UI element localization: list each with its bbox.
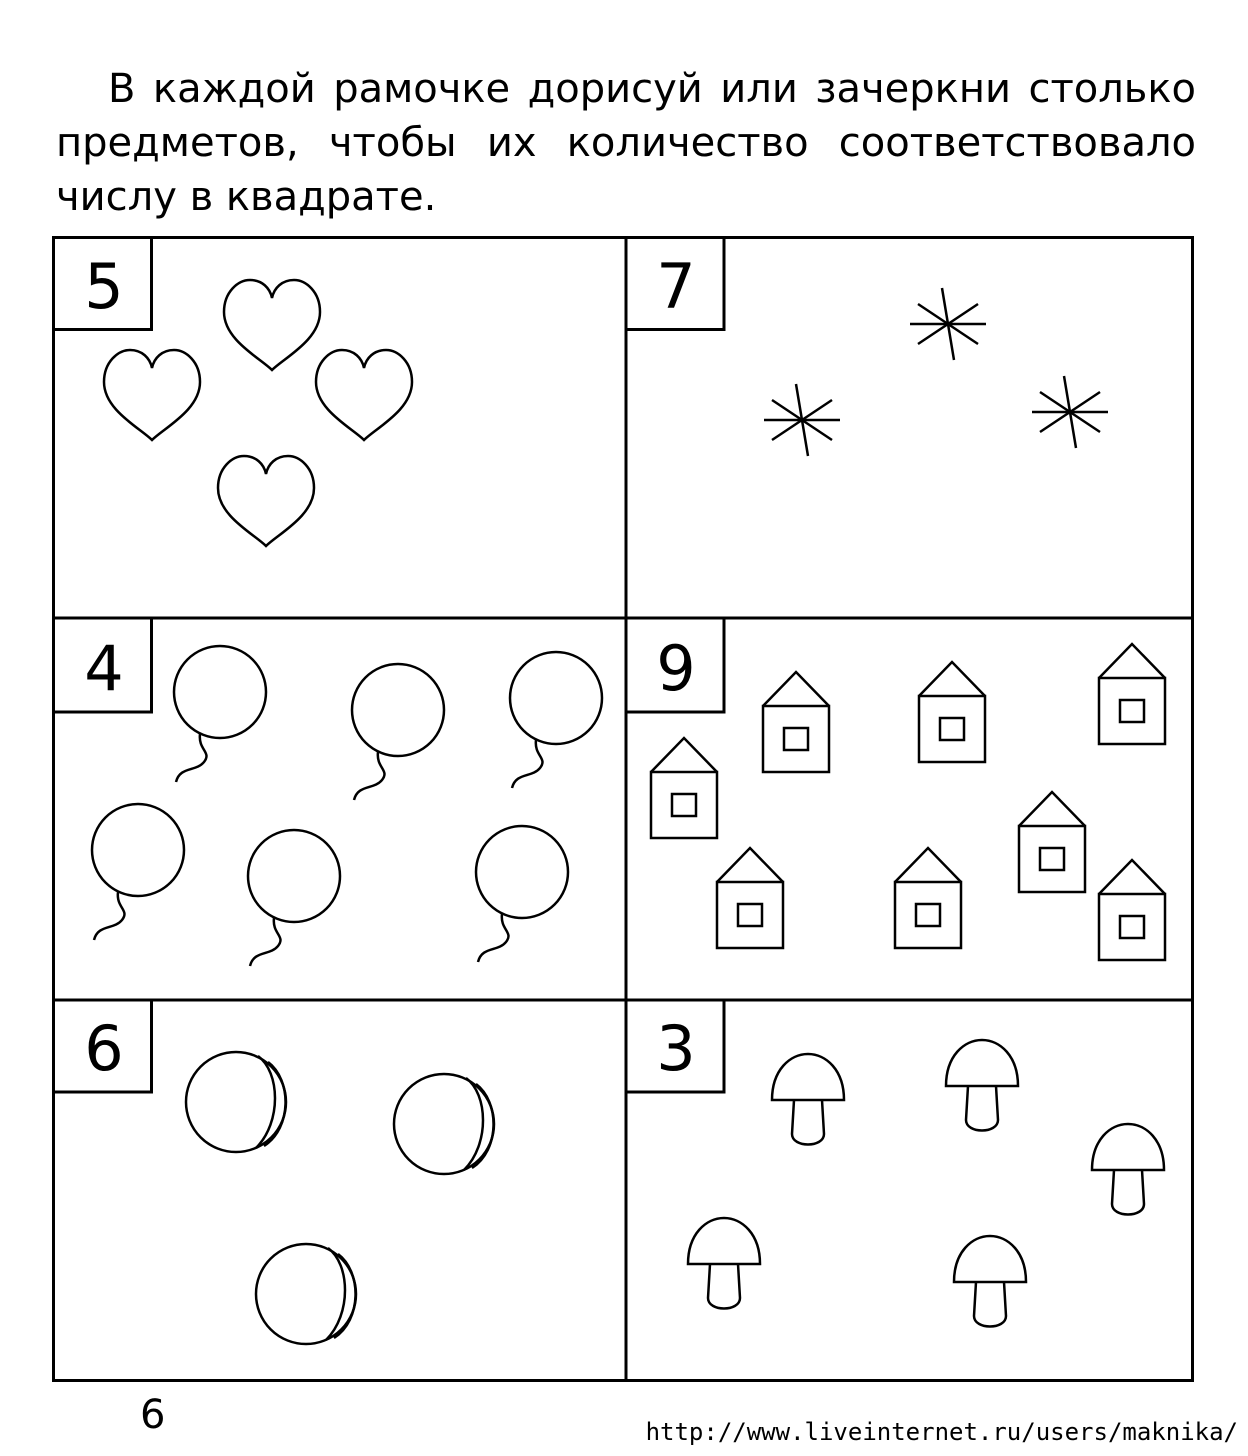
number-label: 4 (84, 632, 124, 705)
heart-icon (218, 456, 314, 546)
cell-stars (626, 238, 1108, 457)
page-number: 6 (140, 1392, 166, 1438)
mushroom-icon (772, 1054, 844, 1145)
number-label: 6 (84, 1012, 124, 1085)
cell-mushrooms (626, 1000, 1164, 1327)
balloon-icon (92, 804, 184, 940)
balloon-icon (352, 664, 444, 800)
grid-frame (54, 238, 1193, 1381)
mushroom-icon (1092, 1124, 1164, 1215)
number-label: 7 (656, 250, 696, 323)
mushroom-icon (946, 1040, 1018, 1131)
house-icon (1099, 644, 1165, 744)
cell-balls (54, 1000, 495, 1344)
house-icon (1099, 860, 1165, 960)
number-label: 9 (656, 632, 696, 705)
balloon-icon (248, 830, 340, 966)
heart-icon (316, 350, 412, 440)
house-icon (763, 672, 829, 772)
ball-icon (256, 1244, 356, 1344)
number-label: 3 (656, 1012, 696, 1085)
instruction-text: В каждой рамочке дорисуй или зачеркни столько предметов, чтобы их количество соответствовало числу в квадрате. (56, 66, 1196, 220)
house-icon (919, 662, 985, 762)
exercise-grid-drawing (52, 236, 1194, 1382)
mushroom-icon (688, 1218, 760, 1309)
balloon-icon (174, 646, 266, 782)
exercise-grid (52, 236, 1194, 1382)
heart-icon (224, 280, 320, 370)
watermark-url[interactable]: http://www.liveinternet.ru/users/maknika/ (645, 1418, 1238, 1446)
heart-icon (104, 350, 200, 440)
star-icon (1032, 376, 1108, 448)
house-icon (895, 848, 961, 948)
house-icon (651, 738, 717, 838)
cell-hearts (54, 238, 413, 547)
house-icon (1019, 792, 1085, 892)
number-label: 5 (84, 250, 124, 323)
cell-balloons (54, 618, 603, 966)
house-icon (717, 848, 783, 948)
balloon-icon (476, 826, 568, 962)
cell-houses (626, 618, 1165, 960)
ball-icon (186, 1052, 286, 1152)
ball-icon (394, 1074, 494, 1174)
star-icon (764, 384, 840, 456)
mushroom-icon (954, 1236, 1026, 1327)
balloon-icon (510, 652, 602, 788)
star-icon (910, 288, 986, 360)
